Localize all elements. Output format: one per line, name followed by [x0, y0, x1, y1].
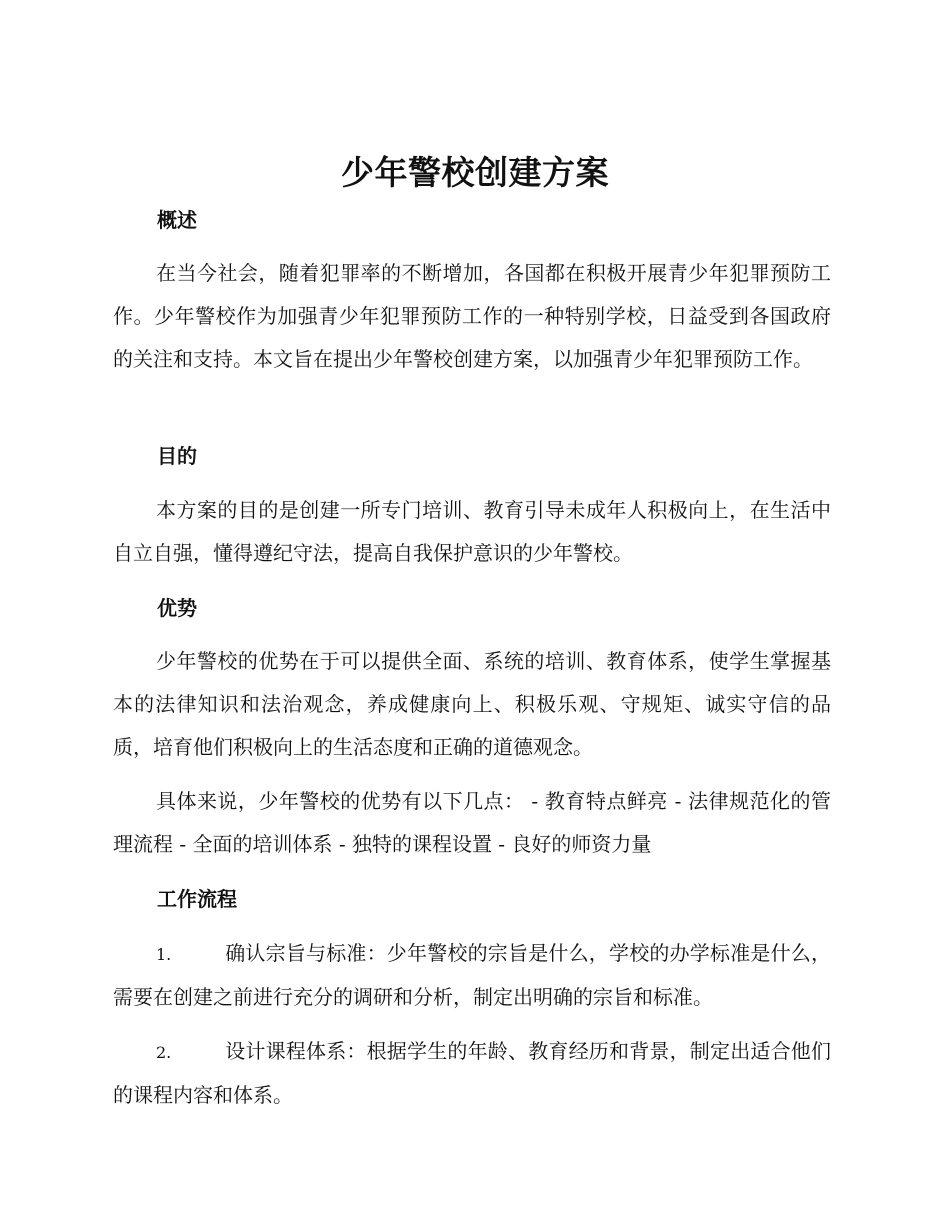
section-heading-advantages: 优势: [157, 596, 197, 620]
purpose-paragraph: 本方案的目的是创建一所专门培训、教育引导未成年人积极向上，在生活中自立自强，懂得遵纪守法，提高自我保护意识的少年警校。: [113, 498, 831, 565]
document-title: 少年警校创建方案: [341, 153, 609, 192]
workflow-item-text: 设计课程体系：根据学生的年龄、教育经历和背景，制定出适合他们的课程内容和体系。: [113, 1039, 831, 1107]
advantages-paragraph: 少年警校的优势在于可以提供全面、系统的培训、教育体系，使学生掌握基本的法律知识和法治观念，养成健康向上、积极乐观、守规矩、诚实守信的品质，培育他们积极向上的生活态度和正确的道德观念。: [113, 649, 831, 759]
section-heading-purpose: 目的: [157, 444, 197, 468]
workflow-item-text: 确认宗旨与标准：少年警校的宗旨是什么，学校的办学标准是什么，需要在创建之前进行充分的调研和分析，制定出明确的宗旨和标准。: [113, 941, 831, 1009]
workflow-item: [113, 932, 831, 1019]
workflow-item-number: 2.: [156, 1043, 172, 1062]
workflow-item-number: 1.: [156, 945, 172, 964]
workflow-item: [113, 1030, 831, 1117]
section-heading-overview: 概述: [157, 208, 197, 232]
overview-paragraph: 在当今社会，随着犯罪率的不断增加，各国都在积极开展青少年犯罪预防工作。少年警校作为加强青少年犯罪预防工作的一种特别学校，日益受到各国政府的关注和支持。本文旨在提出少年警校创建方案，以加强青少年犯罪预防工作。: [113, 261, 831, 371]
section-heading-workflow: 工作流程: [157, 887, 237, 911]
advantages-list-paragraph: 具体来说，少年警校的优势有以下几点： - 教育特点鲜亮 - 法律规范化的管理流程 - 全面的培训体系 - 独特的课程设置 - 良好的师资力量: [113, 789, 831, 856]
